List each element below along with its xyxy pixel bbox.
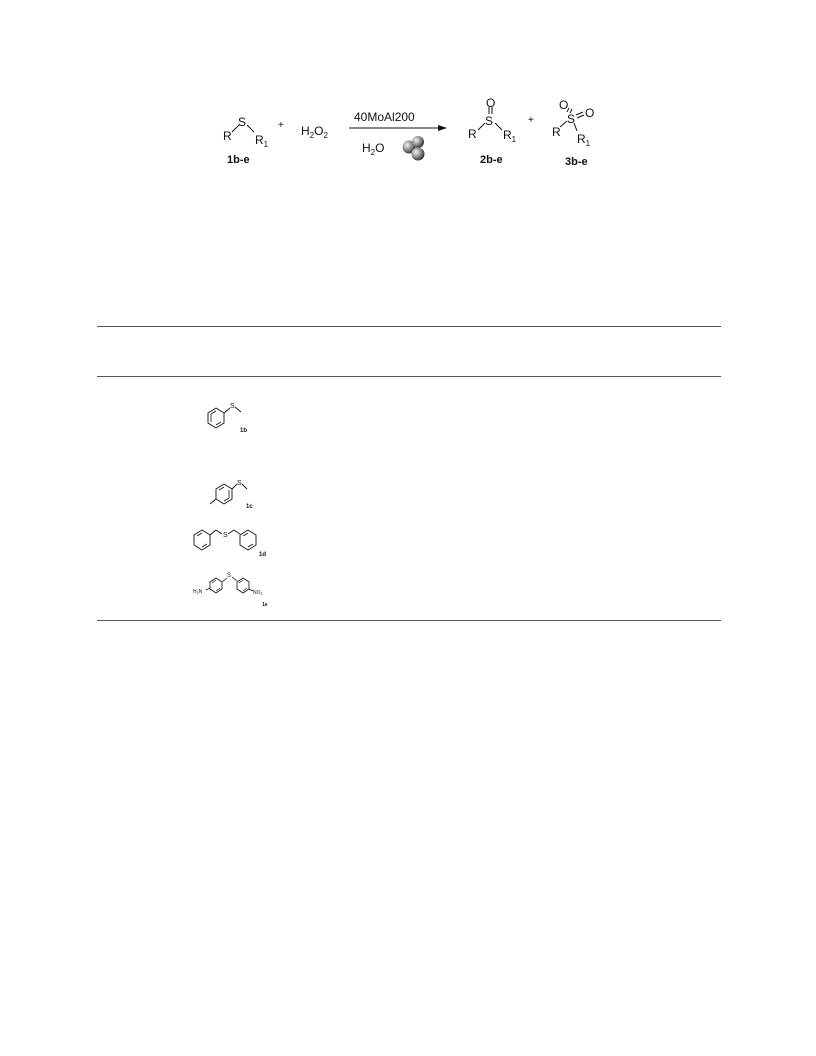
substrate-1d-structure bbox=[192, 520, 272, 563]
substrate-label-1c: 1c bbox=[246, 504, 253, 510]
sulfoxide-o: O bbox=[486, 96, 496, 110]
thioanisole-drawing bbox=[200, 402, 270, 438]
sulfone-r: R bbox=[552, 125, 561, 139]
aminonitrodiphenyl-sulfide-drawing bbox=[192, 568, 282, 608]
hydrogen-peroxide: $H_2O_2$ bbox=[301, 124, 328, 140]
sulfoxide-s: S bbox=[485, 114, 494, 128]
sulfur-atom: S bbox=[230, 403, 235, 410]
nitro-group: $NO_2$ bbox=[253, 590, 263, 596]
sulfone-r1: $R_1$ bbox=[577, 132, 591, 148]
reaction-scheme-drawing bbox=[215, 95, 615, 185]
substrate-s: S bbox=[238, 115, 247, 129]
sulfur-atom: S bbox=[227, 573, 232, 579]
sulfoxide-r1: $R_1$ bbox=[503, 128, 517, 144]
substrate-label-1e: 1e bbox=[262, 602, 268, 608]
table-header-rule bbox=[97, 376, 721, 377]
table-top-rule bbox=[97, 326, 721, 327]
substrate-1c-structure bbox=[200, 478, 270, 519]
methylthioanisole-drawing bbox=[200, 478, 270, 514]
bond bbox=[478, 123, 485, 130]
catalyst-label: 40MoAl200 bbox=[354, 110, 415, 124]
sulfoxide-r: R bbox=[468, 127, 477, 141]
dibenzyl-sulfide-drawing bbox=[192, 520, 272, 558]
bond bbox=[247, 125, 254, 132]
substrate-label-1b: 1b bbox=[240, 428, 248, 434]
reaction-scheme bbox=[215, 95, 615, 185]
substrate-1b-structure bbox=[200, 402, 270, 443]
bond bbox=[577, 115, 584, 118]
substrate-r1: $R_1$ bbox=[255, 133, 269, 149]
sulfur-atom: S bbox=[237, 480, 242, 487]
substrate-r: R bbox=[223, 129, 232, 143]
sulfone-o2: O bbox=[585, 106, 595, 120]
sulfone-label: 3b-e bbox=[565, 156, 588, 168]
sulfone-o1: O bbox=[559, 98, 569, 112]
bond bbox=[560, 121, 567, 127]
substrate-label-1d: 1d bbox=[259, 552, 267, 558]
amine-group: $H_2N$ bbox=[193, 589, 203, 595]
ball-mill-icon bbox=[403, 136, 425, 161]
solvent-label: $H_2O$ bbox=[362, 141, 385, 157]
sulfoxide-label: 2b-e bbox=[480, 154, 503, 166]
sulfur-atom: S bbox=[223, 532, 228, 539]
bond bbox=[495, 123, 502, 130]
substrate-1e-structure bbox=[192, 568, 282, 613]
sulfone-s: S bbox=[567, 112, 576, 126]
bond bbox=[576, 112, 583, 115]
table-bottom-rule bbox=[97, 620, 721, 621]
plus-sign: + bbox=[278, 120, 284, 131]
plus-sign: + bbox=[528, 115, 534, 126]
arrowhead bbox=[438, 125, 447, 131]
substrate-label: 1b-e bbox=[227, 154, 250, 166]
